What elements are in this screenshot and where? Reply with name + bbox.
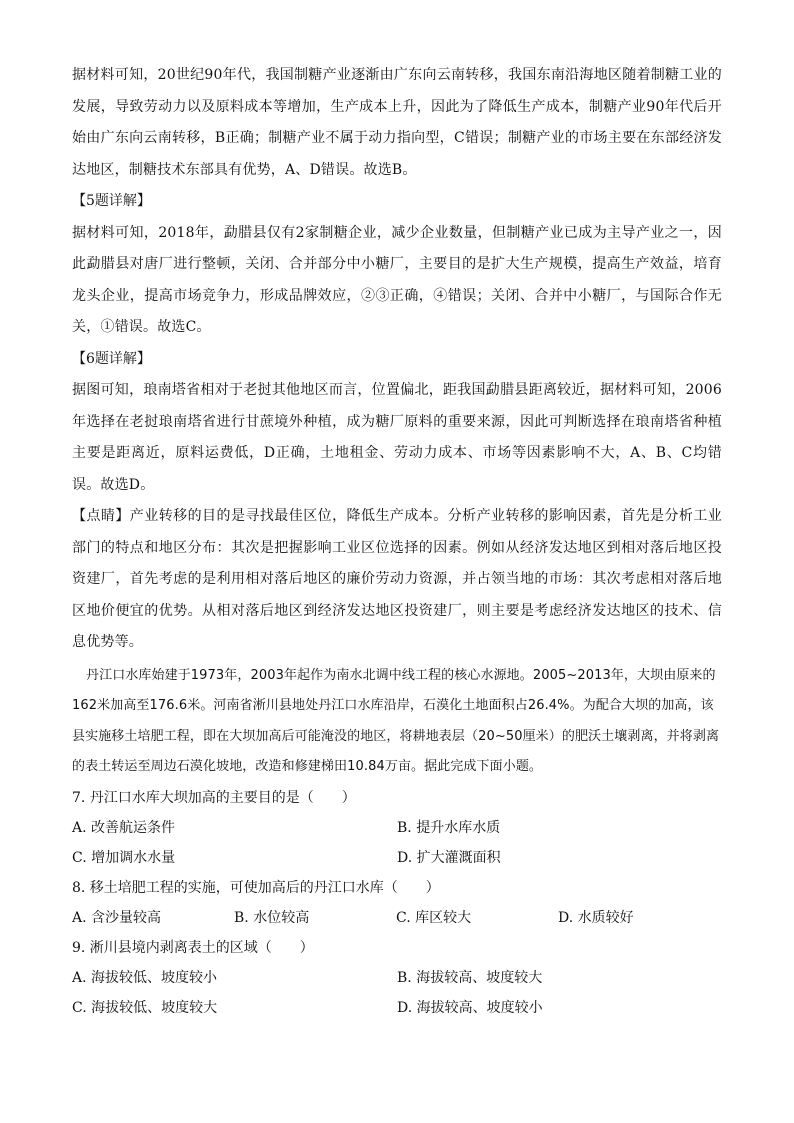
reading-passage: 丹江口水库始建于1973年，2003年起作为南水北调中线工程的核心水源地。2005~2013年，大坝由原来的162米加高至176.6米。河南省淅川县地处丹江口水库沿岸，石漠化土地面积占26.4%。为配合大坝的加高，该县实施移土培肥工程，即在大坝加高后可能淹没的地区，将耕地表层（20~50厘米）的肥沃土壤剥离，并将剥离的表土转运至周边石漠化坡地，改造和修建梯田10.84万亩。据此完成下面小题。 (72, 667, 720, 774)
question-7-stem: 7. 丹江口水库大坝加高的主要目的是（ ） (72, 789, 356, 806)
answer-paragraph-4: 据材料可知，20世纪90年代，我国制糖产业逐渐由广东向云南转移，我国东南沿海地区随着制糖工业的发展，导致劳动力以及原料成本等增加，生产成本上升，因此为了降低生产成本，制糖产业90年代后开始由广东向云南转移，B正确；制糖产业不属于动力指向型，C错误；制糖产业的市场主要在东部经济发达地区，制糖技术东部具有优势，A、D错误。故选B。 (72, 67, 722, 178)
option-a: A. 改善航运条件 (72, 819, 176, 836)
question-8-stem: 8. 移土培肥工程的实施，可使加高后的丹江口水库（ ） (72, 879, 440, 896)
option-b: B. 提升水库水质 (397, 819, 501, 836)
heading-question-6: 【6题详解】 (72, 350, 151, 367)
option-c: C. 增加调水水量 (72, 849, 176, 866)
question-9-stem: 9. 淅川县境内剥离表土的区域（ ） (72, 939, 314, 956)
option-a: A. 海拔较低、坡度较小 (72, 969, 218, 986)
heading-question-5: 【5题详解】 (72, 193, 151, 209)
option-c: C. 库区较大 (396, 909, 472, 926)
option-d: D. 水质较好 (558, 909, 634, 926)
option-d: D. 海拔较高、坡度较小 (397, 999, 543, 1016)
question-7-options (72, 813, 722, 873)
question-9-options (72, 963, 722, 1023)
option-d: D. 扩大灌溉面积 (397, 849, 501, 866)
answer-paragraph-6: 据图可知，琅南塔省相对于老挝其他地区而言，位置偏北，距我国勐腊县距离较近，据材料可知，2006年选择在老挝琅南塔省进行甘蔗境外种植，成为糖厂原料的重要来源，因此可判断选择在琅南塔省种植主要是距离近，原料运费低，D正确，土地租金、劳动力成本、市场等因素影响不大，A、B、C均错误。故选D。 (72, 382, 722, 493)
question-8-options (72, 903, 722, 933)
answer-paragraph-5: 据材料可知，2018年，勐腊县仅有2家制糖企业，减少企业数量，但制糖产业已成为主导产业之一，因此勐腊县对唐厂进行整顿，关闭、合并部分中小糖厂，主要目的是扩大生产规模，提高生产效益，培育龙头企业，提高市场竞争力，形成品牌效应，②③正确，④错误；关闭、合并中小糖厂，与国际合作无关，①错误。故选C。 (72, 224, 722, 335)
option-b: B. 水位较高 (234, 909, 310, 926)
option-b: B. 海拔较高、坡度较大 (397, 969, 543, 986)
document-page (72, 60, 722, 1023)
key-point-paragraph: 【点睛】产业转移的目的是寻找最佳区位，降低生产成本。分析产业转移的影响因素，首先是分析工业部门的特点和地区分布：其次是把握影响工业区位选择的因素。例如从经济发达地区到相对落后地区投资建厂，首先考虑的是利用相对落后地区的廉价劳动力资源，并占领当地的市场：其次考虑相对落后地区地价便宜的优势。从相对落后地区到经济发达地区投资建厂，则主要是考虑经济发达地区的技术、信息优势等。 (72, 508, 722, 650)
option-c: C. 海拔较低、坡度较大 (72, 999, 218, 1016)
option-a: A. 含沙量较高 (72, 909, 162, 926)
